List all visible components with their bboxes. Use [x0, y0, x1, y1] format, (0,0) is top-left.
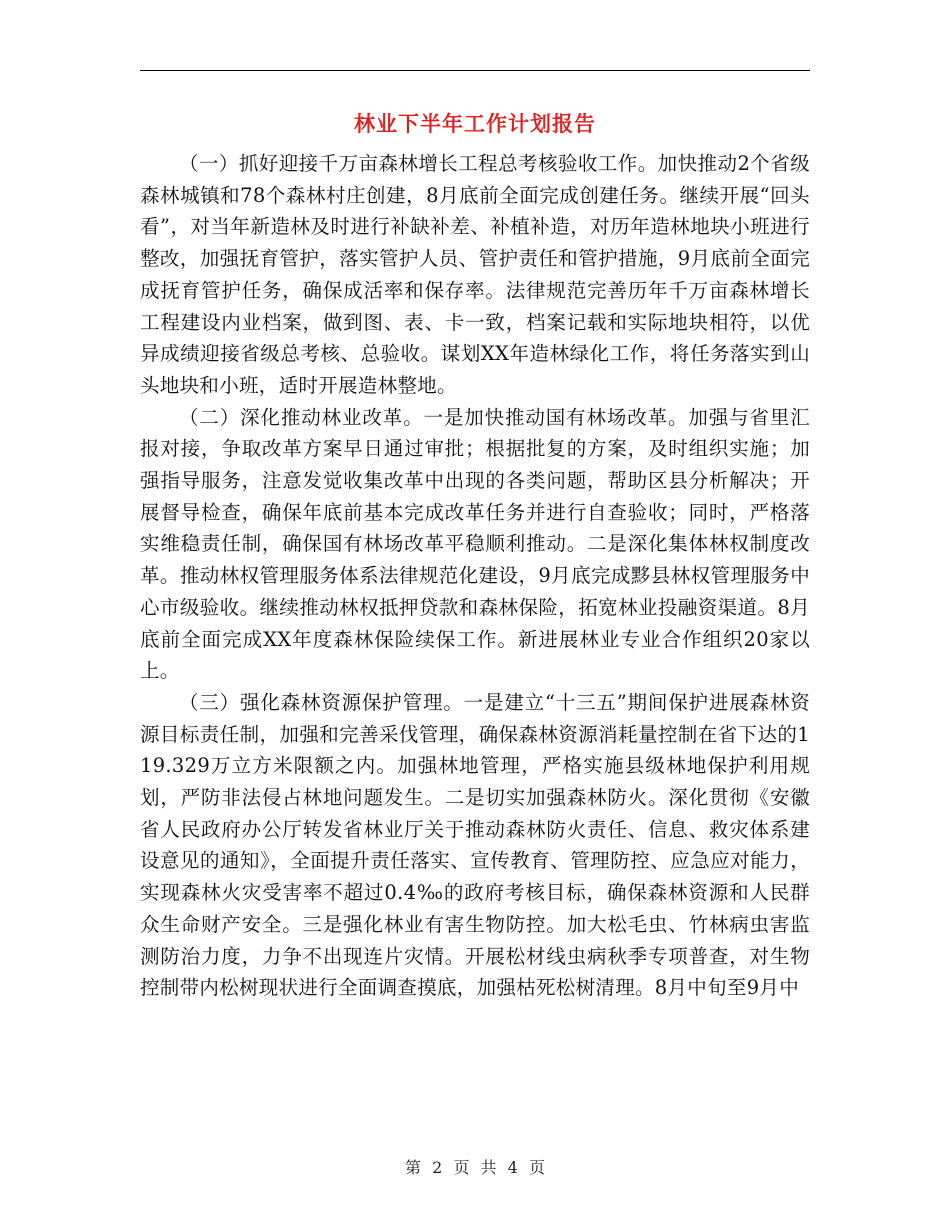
paragraph-1: （一）抓好迎接千万亩森林增长工程总考核验收工作。加快推动2个省级森林城镇和78个森林村庄创建，8月底前全面完成创建任务。继续开展“回头看”，对当年新造林及时进行补缺补差、补植补造，对历年造林地块小班进行整改，加强抚育管护，落实管护人员、管护责任和管护措施，9月底前全面完成抚育管护任务，确保成活率和保存率。法律规范完善历年千万亩森林增长工程建设内业档案，做到图、表、卡一致，档案记载和实际地块相符，以优异成绩迎接省级总考核、总验收。谋划XX年造林绿化工作，将任务落实到山头地块和小班，适时开展造林整地。	[140, 152, 810, 397]
footer-total-prefix: 共	[480, 1158, 497, 1177]
paragraph-2: （二）深化推动林业改革。一是加快推动国有林场改革。加强与省里汇报对接，争取改革方案早日通过审批；根据批复的方案，及时组织实施；加强指导服务，注意发觉收集改革中出现的各类问题，帮助区县分析解决；开展督导检查，确保年底前基本完成改革任务并进行自查验收；同时，严格落实维稳责任制，确保国有林场改革平稳顺利推动。二是深化集体林权制度改革。推动林权管理服务体系法律规范化建设，9月底完成黟县林权管理服务中心市级验收。继续推动林权抵押贷款和森林保险，拓宽林业投融资渠道。8月底前全面完成XX年度森林保险续保工作。新进展林业专业合作组织20家以上。	[140, 405, 810, 683]
footer-total-unit: 页	[528, 1158, 545, 1177]
footer-page-total: 4	[507, 1158, 518, 1177]
document-title: 林业下半年工作计划报告	[354, 111, 596, 136]
paragraph-3: （三）强化森林资源保护管理。一是建立“十三五”期间保护进展森林资源目标责任制，加强和完善采伐管理，确保森林资源消耗量控制在省下达的119.329万立方米限额之内。加强林地管理，严格实施县级林地保护利用规划，严防非法侵占林地问题发生。二是切实加强森林防火。深化贯彻《安徽省人民政府办公厅转发省林业厅关于推动森林防火责任、信息、救灾体系建设意见的通知》，全面提升责任落实、宣传教育、管理防控、应急应对能力，实现森林火灾受害率不超过0.4‰的政府考核目标，确保森林资源和人民群众生命财产安全。三是强化林业有害生物防控。加大松毛虫、竹林病虫害监测防治力度，力争不出现连片灾情。开展松材线虫病秋季专项普查，对生物控制带内松树现状进行全面调查摸底，加强枯死松树清理。8月中旬至9月中	[140, 690, 810, 1000]
page-footer	[140, 1155, 810, 1178]
footer-page-unit: 页	[453, 1158, 470, 1177]
footer-page-prefix: 第	[405, 1158, 422, 1177]
header-rule	[140, 70, 810, 71]
document-body	[140, 148, 810, 1004]
footer-page-current: 2	[432, 1158, 443, 1177]
